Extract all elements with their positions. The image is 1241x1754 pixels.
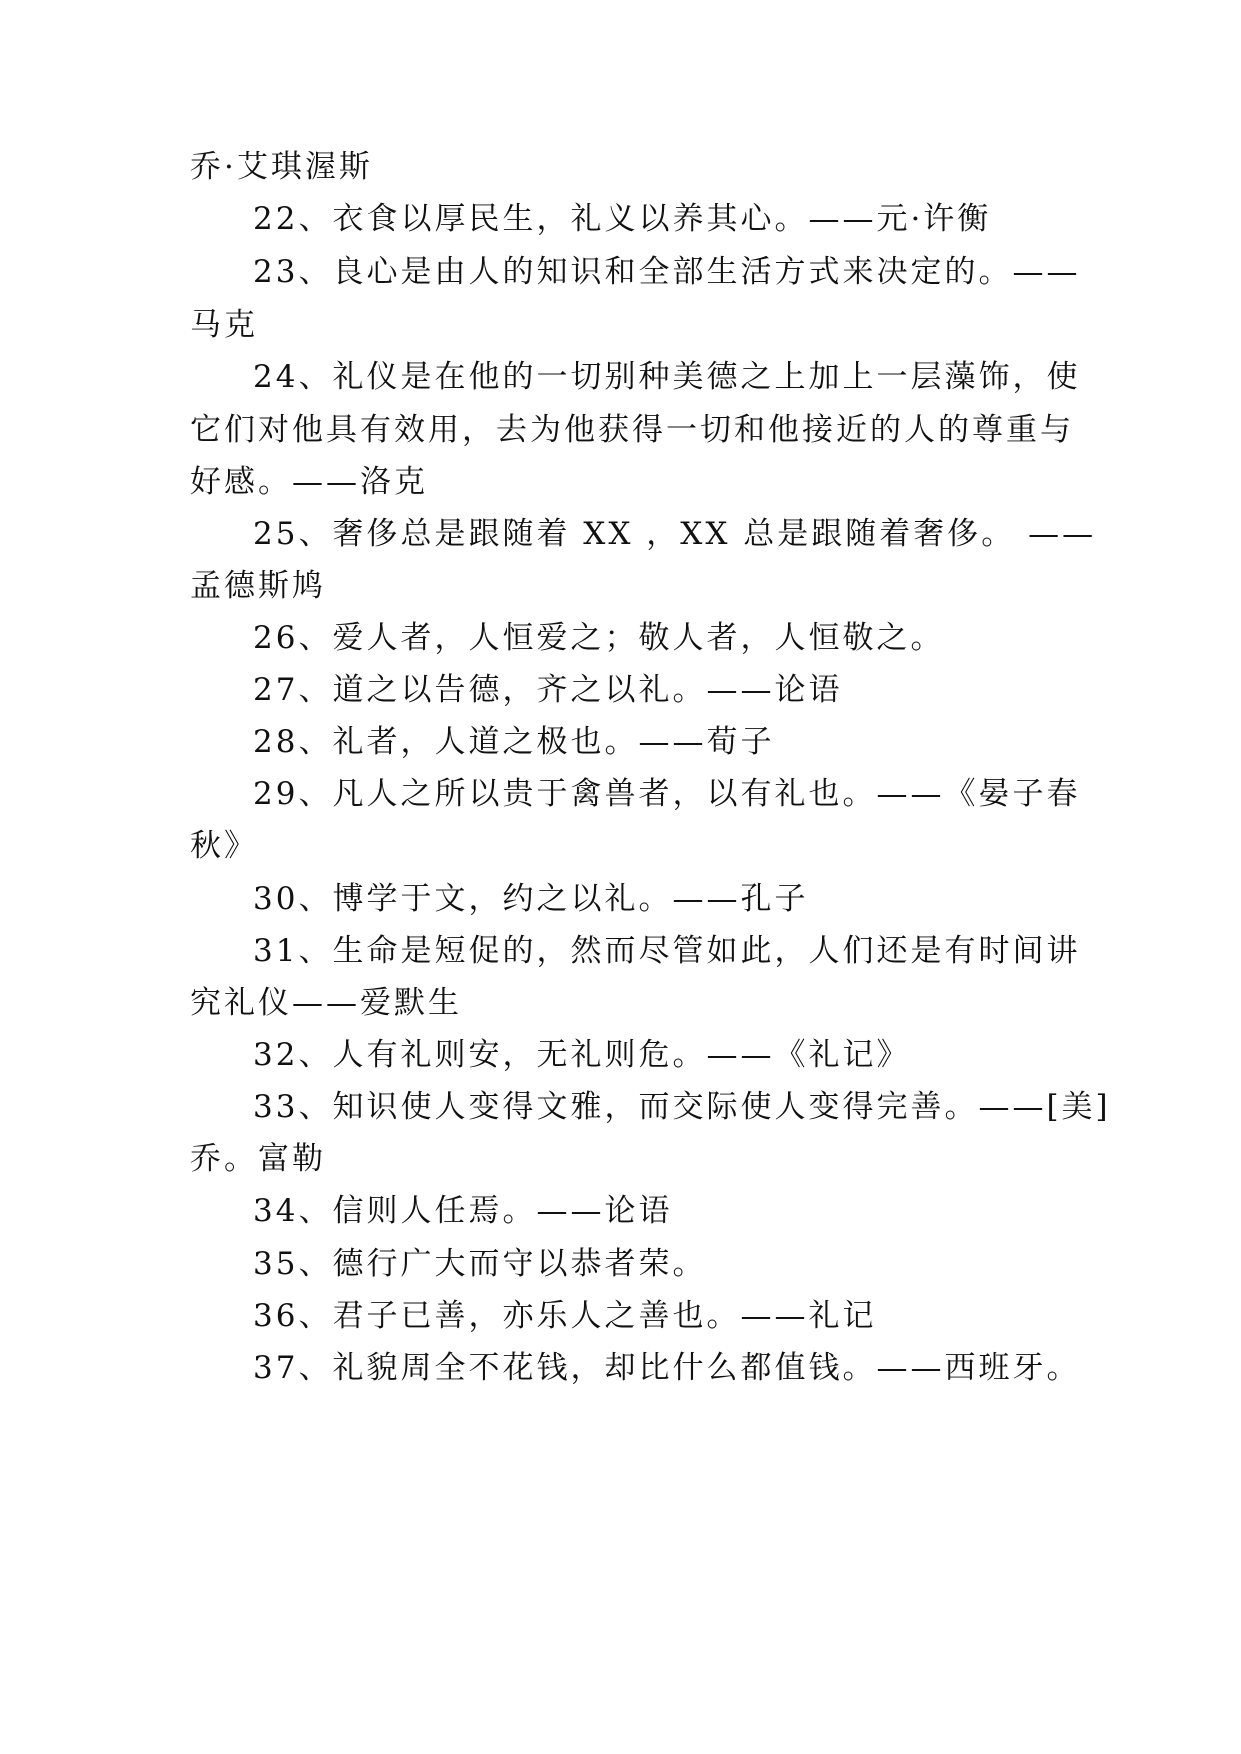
quote-24: 24、礼仪是在他的一切别种美德之上加上一层藻饰，使 xyxy=(253,359,1081,395)
text-line: 好感。——洛克 xyxy=(190,464,428,500)
text-line: 孟德斯鸠 xyxy=(190,568,326,604)
text-line: 它们对他具有效用，去为他获得一切和他接近的人的尊重与 xyxy=(190,412,1074,448)
quote-37: 37、礼貌周全不花钱，却比什么都值钱。——西班牙。 xyxy=(253,1350,1081,1386)
quote-28: 28、礼者，人道之极也。——荀子 xyxy=(253,724,775,760)
text-line: 乔。富勒 xyxy=(190,1141,326,1177)
quote-36: 36、君子已善，亦乐人之善也。——礼记 xyxy=(253,1298,877,1334)
quote-33: 33、知识使人变得文雅，而交际使人变得完善。——[美] xyxy=(253,1089,1111,1125)
quote-27: 27、道之以告德，齐之以礼。——论语 xyxy=(253,672,843,708)
quote-22: 22、衣食以厚民生，礼义以养其心。——元·许衡 xyxy=(253,201,992,237)
quote-31: 31、生命是短促的，然而尽管如此，人们还是有时间讲 xyxy=(253,933,1081,969)
quote-34: 34、信则人任焉。——论语 xyxy=(253,1193,673,1229)
text-line: 秋》 xyxy=(190,828,258,864)
quote-26: 26、爱人者，人恒爱之；敬人者，人恒敬之。 xyxy=(253,620,945,656)
quote-23: 23、良心是由人的知识和全部生活方式来决定的。—— xyxy=(253,254,1081,290)
quote-30: 30、博学于文，约之以礼。——孔子 xyxy=(253,881,809,917)
text-line: 究礼仪——爱默生 xyxy=(190,985,462,1021)
quote-29: 29、凡人之所以贵于禽兽者，以有礼也。——《晏子春 xyxy=(253,776,1081,812)
quote-35: 35、德行广大而守以恭者荣。 xyxy=(253,1246,707,1282)
text-line: 乔·艾琪渥斯 xyxy=(190,149,373,185)
quote-25: 25、奢侈总是跟随着 XX ，XX 总是跟随着奢侈。 —— xyxy=(253,516,1097,552)
quote-32: 32、人有礼则安，无礼则危。——《礼记》 xyxy=(253,1037,911,1073)
text-line: 马克 xyxy=(190,307,258,343)
